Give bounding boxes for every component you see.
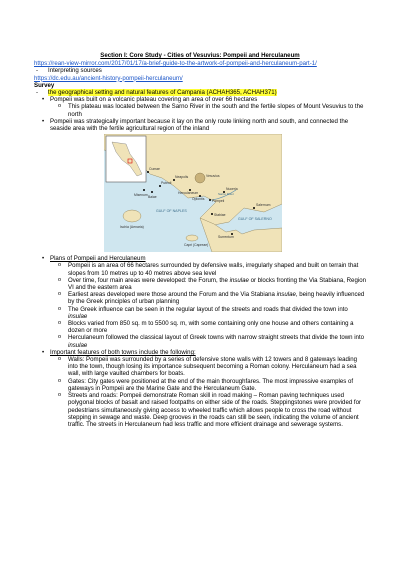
map-label-cumae: Cumae [149, 167, 160, 172]
list-item [50, 349, 366, 428]
sub-list-item: o Earliest areas developed were those around the Forum and the Via Stabiana insulae, being heavily influenced by the Greek principles of urban planning [68, 291, 366, 305]
map-label-stabiae: Stabiae [214, 213, 226, 218]
list-item [50, 96, 366, 118]
map-label-gulf-naples: GULF OF NAPLES [156, 209, 187, 214]
plans-list [34, 255, 366, 428]
highlighted-syllabus-text: the geographical setting and natural features of Campania (ACHAH365, ACHAH371) [48, 89, 277, 97]
geography-list [34, 96, 366, 132]
sub-list-item: o This plateau was located between the Sarno River in the south and the fertile slopes of Mount Vesuvius to the north [68, 103, 366, 117]
list-item [50, 255, 366, 349]
capri-island [186, 235, 198, 241]
map-label-salernum: Salernum [256, 203, 271, 208]
vesuvius-mark [195, 173, 205, 183]
map-label-pompeii: Pompeii [212, 199, 225, 204]
sub-list-item: o Pompeii is an area of 66 hectares surrounded by defensive walls, irregularly shaped and built on terrain that slopes from 10 metres up to 40 metres above sea level [68, 262, 366, 276]
list-item: • Pompeii was strategically important because it lay on the only route linking north and south, and connected the seaside area with the fertile agricultural region of the inland [50, 118, 366, 132]
campania-map [104, 134, 282, 252]
sub-list-item: o Blocks varied from 850 sq. m to 5500 sq. m, with some containing only one house and others containing a dozen or more [68, 320, 366, 334]
map-label-baiae: Baiae [148, 195, 157, 200]
plans-heading: Plans of Pompeii and Herculaneum [50, 255, 146, 263]
map-label-misenum: Misenum [134, 193, 148, 198]
list-item-text: Pompeii was built on a volcanic plateau covering an area of over 66 hectares [50, 96, 258, 104]
sub-list-item: o Herculaneum followed the classical layout of Greek towns with narrow straight streets that divide the town into insulae [68, 334, 366, 348]
map-label-sarno: Sarno River [218, 192, 234, 197]
source-link-2[interactable]: https://dc.edu.au/ancient-history-pompeii-herculaneum/ [34, 74, 183, 82]
syllabus-point [34, 89, 366, 96]
map-label-vesuvius: Vesuvius [206, 174, 220, 179]
sub-list-item: o Over time, four main areas were developed: the Forum, the insulae or blocks fronting the Via Stabiana, Region VI and the eastern area [68, 277, 366, 291]
map-label-neapolis: Neapolis [175, 175, 189, 180]
source-link-1[interactable]: https://rean-view-mirror.com/2017/01/17/a-brief-guide-to-the-artwork-of-pompeii-and-herculaneum-part-1/ [34, 60, 317, 68]
map-label-nuceria: Nuceria [226, 187, 238, 192]
map-label-oplontis: Oplontis [192, 197, 205, 202]
map-label-gulf-salerno: GULF OF SALERNO [238, 217, 272, 222]
sub-list-item: o Walls: Pompeii was surrounded by a series of defensive stone walls with 12 towers and 8 gateways leading into the town, though losing its importance subsequent becoming a Roman colony. Herculaneum had a sea wall, with large vaulted chambers for boats. [68, 356, 366, 378]
sub-list-item: o Streets and roads: Pompeii demonstrate Roman skill in road making – Roman paving techniques used polygonal blocks of basalt and raised footpaths on either side of the roads. Steppingstones were provided for pedestrians simultaneously giving access to wheeled traffic which allows people to cross the road without stepping in sewage and waste. Deep grooves in the roads can still be seen, indicating the volume of ancient traffic. The streets in Herculaneum had less traffic and more efficient drainage and sewerage systems. [68, 392, 366, 428]
dash-marker: - [36, 89, 39, 97]
sub-list-item: o Gates: City gates were positioned at the end of the main thoroughfares. The most impressive examples of gateways in Pompeii are the Marine Gate and the Herculaneum Gate. [68, 378, 366, 392]
interpreting-line [34, 67, 366, 74]
sub-list [50, 103, 366, 117]
features-heading: Important features of both towns include the following: [50, 348, 196, 356]
map-label-herculaneum: Herculaneum [178, 191, 199, 196]
sub-list [50, 262, 366, 348]
map-label-puteoli: Puteoli [161, 181, 172, 186]
survey-heading: Survey [34, 81, 55, 89]
interpreting-label: Interpreting sources [48, 67, 102, 75]
map-label-surrentum: Surrentum [218, 235, 234, 240]
map-label-ischia: Ischia (Aenaria) [120, 225, 144, 230]
page-title: Section I: Core Study - Cities of Vesuvius: Pompeii and Herculaneum [100, 52, 300, 59]
sub-list [50, 356, 366, 428]
map-label-capri: Capri (Capreae) [184, 243, 209, 248]
ischia-island [123, 210, 141, 222]
sub-list-item: o The Greek influence can be seen in the regular layout of the streets and roads that divided the town into insulae [68, 306, 366, 320]
dash-marker: - [36, 67, 39, 75]
